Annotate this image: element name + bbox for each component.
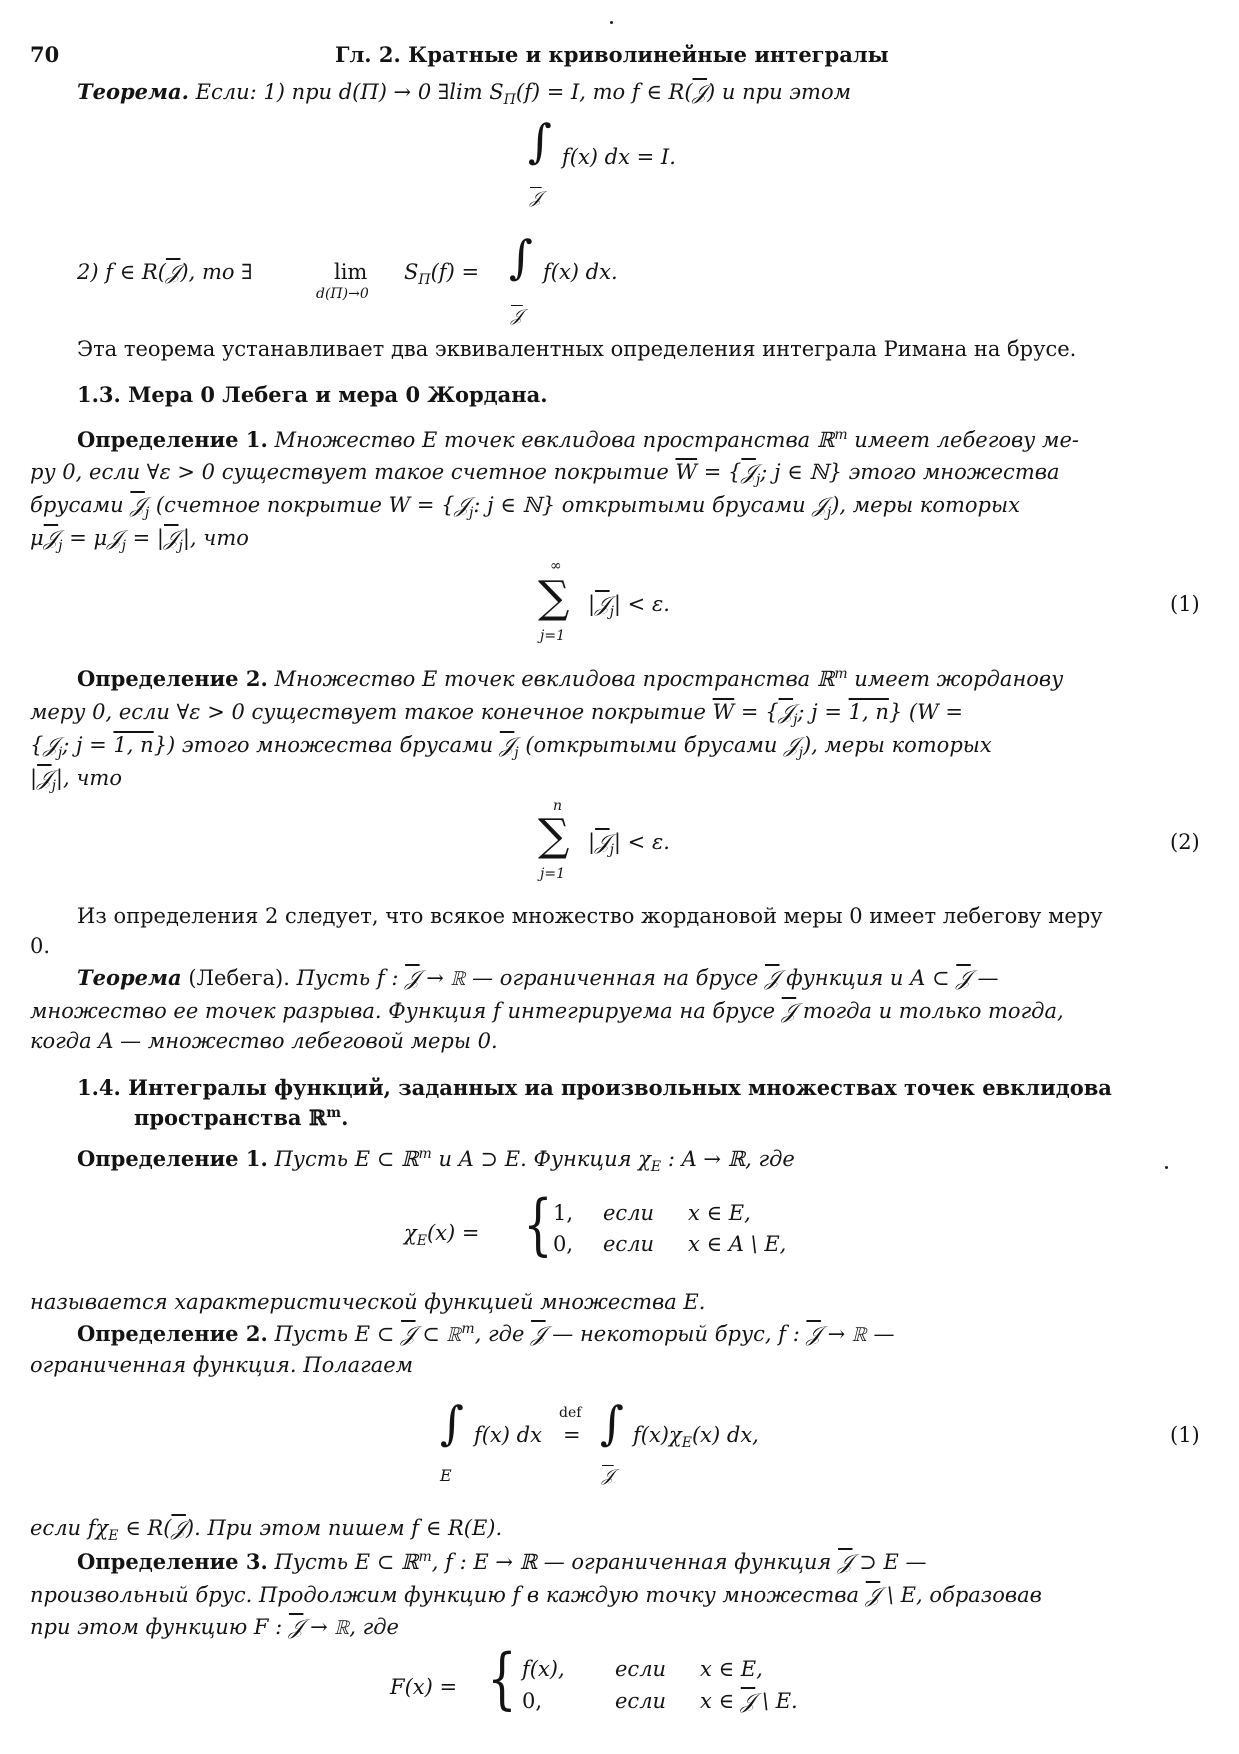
integral-domain: 𝒥 (511, 306, 523, 326)
integral-sign: ∫ (440, 1396, 464, 1450)
section-heading-1-4: 1.4. Интегралы функций, заданных иа произвольных множествах точек евклидова (77, 1075, 1112, 1100)
s14-def2-line-1: Определение 2. Пусть E ⊂ 𝒥 ⊂ ℝ$^m$, где 𝒥 — некоторый брус, f : 𝒥 → ℝ — (77, 1321, 895, 1346)
sum-upper-limit: ∞ (550, 558, 562, 574)
scan-speck (610, 21, 613, 24)
s14-def3-line-1: Определение 3. Пусть E ⊂ ℝ$^m$, f : E → ℝ — ограниченная функция 𝒥 ⊃ E — (77, 1549, 927, 1574)
F-case-2-value: 0, (522, 1689, 543, 1713)
lebesgue-line-1: Теорема (Лебега). Пусть f : 𝒥 → ℝ — ограниченная на брусе 𝒥 функция и A ⊂ 𝒥 — (77, 965, 999, 990)
integral-sign: ∫ (528, 114, 552, 168)
def1-line-4: μ𝒥$_j$ = μ𝒥$_j$ = |𝒥$_j$|, что (30, 526, 249, 555)
s14-def1-line: Определение 1. Пусть E ⊂ ℝ$^m$ и A ⊃ E. Функция $\chi_E$ : A → ℝ, где (77, 1146, 795, 1176)
F-lhs: F(x) = (390, 1675, 458, 1699)
def2-line-1: Определение 2. Множество E точек евклидова пространства ℝ$^m$ имеет жорданову (77, 666, 1064, 691)
integral-sign: ∫ (509, 230, 533, 284)
integral-domain: 𝒥 (602, 1466, 614, 1486)
lebesgue-line-3: когда A — множество лебеговой меры 0. (30, 1029, 498, 1053)
s14-def3-line-2: произвольный брус. Продолжим функцию f в каждую точку множества 𝒥 \ E, образовав (30, 1583, 1042, 1607)
F-case-2-cond: x ∈ 𝒥 \ E. (700, 1689, 798, 1713)
def2-line-2: меру 0, если ∀ε > 0 существует такое конечное покрытие $\overline{W}$ = {𝒥$_j$; j = 1, n} (W = (30, 700, 963, 729)
def-equals: = (563, 1423, 581, 1447)
def1-line-1: Определение 1. Множество E точек евклидова пространства ℝ$^m$ имеет лебегову ме- (77, 427, 1079, 452)
section-heading-1-3: 1.3. Мера 0 Лебега и мера 0 Жордана. (77, 382, 548, 407)
def2-formula-rhs: $f(x)\chi_E(x)$ dx, (633, 1423, 759, 1452)
item2-integral: f(x) dx. (543, 260, 618, 284)
F-case-1-value: f(x), (522, 1657, 565, 1681)
def1-after: называется характеристической функцией множества E. (30, 1290, 706, 1314)
chi-case-1-value: 1, (553, 1201, 574, 1225)
riemann-sum: $S_\Pi(f)$ = (404, 260, 480, 289)
chi-case-1-cond: x ∈ E, (688, 1201, 751, 1225)
formula-integral-I: f(x) dx = I. (562, 145, 676, 169)
chi-case-2-cond: x ∈ A \ E, (688, 1232, 787, 1256)
sum-lower-limit: j=1 (540, 866, 565, 882)
theorem-note: Эта теорема устанавливает два эквивалентных определения интеграла Римана на брусе. (77, 337, 1077, 361)
theorem-item-2: 2) f ∈ R(𝒥), то ∃ (77, 260, 253, 284)
sum-symbol: ∑ (538, 810, 570, 861)
definition-label: Определение 1. (77, 1146, 268, 1171)
integral-sign: ∫ (600, 1396, 624, 1450)
definition-label: Определение 1. (77, 427, 268, 452)
chi-case-2-value: 0, (553, 1232, 574, 1256)
F-case-1-cond: x ∈ E, (700, 1657, 763, 1681)
def2-line-3: {𝒥$_j$; j = 1, n}) этого множества брусами 𝒥$_j$ (открытыми брусами 𝒥$_j$), меры которых (30, 733, 992, 762)
definition-label: Определение 2. (77, 666, 268, 691)
sum-body: |𝒥$_j$| < ε. (588, 830, 670, 859)
s14-def3-line-3: при этом функцию F : 𝒥 → ℝ, где (30, 1615, 399, 1639)
F-case-1-word: если (615, 1657, 667, 1681)
running-title: Гл. 2. Кратные и криволинейные интегралы (335, 42, 889, 67)
equation-number: (1) (1170, 1423, 1200, 1447)
chi-case-2-word: если (603, 1232, 655, 1256)
sum-body: |𝒥$_j$| < ε. (588, 592, 670, 621)
left-brace: { (487, 1640, 517, 1717)
lim-symbol: lim (334, 260, 368, 284)
equation-number: (2) (1170, 830, 1200, 854)
integral-domain: 𝒥 (530, 188, 542, 208)
lim-subscript: d(Π)→0 (316, 286, 369, 302)
theorem-label: Теорема. (77, 79, 189, 104)
sum-symbol: ∑ (538, 572, 570, 623)
F-case-2-word: если (615, 1689, 667, 1713)
s14-def2-line-2: ограниченная функция. Полагаем (30, 1353, 414, 1377)
equation-number: (1) (1170, 592, 1200, 616)
def2-after: если $f\chi_E$ ∈ R(𝒥). При этом пишем f ∈ R(E). (30, 1516, 503, 1545)
remark-line-2: 0. (30, 934, 51, 958)
def1-line-3: брусами 𝒥$_j$ (счетное покрытие W = {𝒥$_j$: j ∈ ℕ} открытыми брусами 𝒥$_j$), меры которых (30, 493, 1020, 522)
section-heading-1-4-cont: пространства ℝ$^m$. (134, 1105, 349, 1130)
theorem-label: Теорема (77, 965, 182, 990)
page-number: 70 (30, 42, 60, 67)
theorem-line-1: Теорема. Если: 1) при d(Π) → 0 ∃lim $S_\Pi(f) = I$, то f ∈ R(𝒥) и при этом (77, 79, 852, 109)
integral-domain: E (440, 1466, 452, 1485)
sum-upper-limit: n (553, 798, 563, 814)
definition-label: Определение 2. (77, 1321, 268, 1346)
left-brace: { (523, 1186, 553, 1263)
def-marker: def (559, 1405, 582, 1421)
def2-line-4: |𝒥$_j$|, что (30, 766, 122, 795)
chi-lhs: $\chi_E(x)$ = (404, 1221, 480, 1250)
sum-lower-limit: j=1 (540, 628, 565, 644)
lebesgue-line-2: множество ее точек разрыва. Функция f интегрируема на брусе 𝒥 тогда и только тогда, (30, 999, 1064, 1023)
definition-label: Определение 3. (77, 1549, 268, 1574)
def2-formula-lhs: f(x) dx (474, 1423, 542, 1447)
def1-line-2: ру 0, если ∀ε > 0 существует такое счетное покрытие $\overline{W}$ = {𝒥$_j$; j ∈ ℕ} этого множества (30, 460, 1060, 489)
remark-line-1: Из определения 2 следует, что всякое множество жордановой меры 0 имеет лебегову меру (77, 904, 1103, 928)
scan-speck (1165, 1166, 1168, 1169)
chi-case-1-word: если (603, 1201, 655, 1225)
